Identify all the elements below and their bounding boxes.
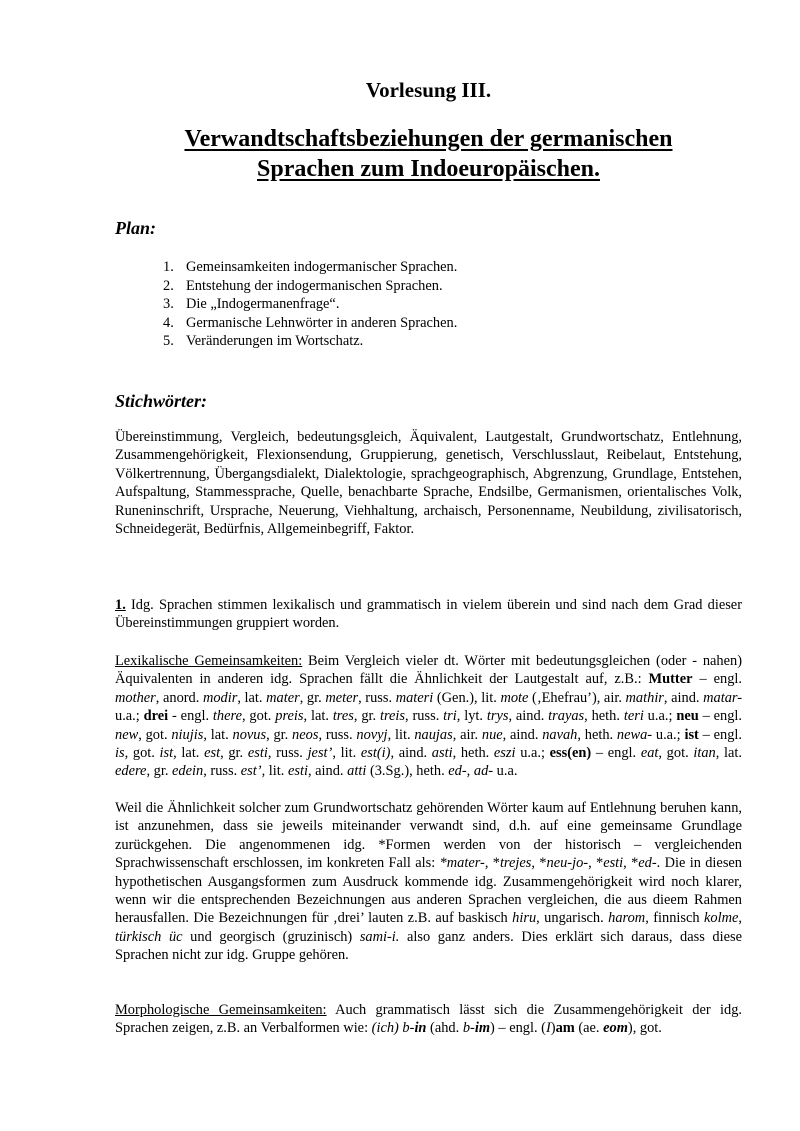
italic-term: I <box>545 1020 551 1037</box>
plan-list <box>163 258 457 351</box>
text-run: , * <box>484 855 500 872</box>
italic-term: mote <box>500 689 529 706</box>
italic-term: is <box>115 745 125 762</box>
text-run: , got. <box>658 745 694 762</box>
text-run: , air. <box>452 726 482 743</box>
italic-term: kolme <box>704 910 739 927</box>
text-run: , got. <box>241 708 276 725</box>
italic-term: est <box>204 745 221 762</box>
italic-term: sami-i. <box>359 928 400 945</box>
italic-term: novus <box>232 726 267 743</box>
italic-term: modir <box>202 689 238 706</box>
italic-term: mater <box>266 689 300 706</box>
bold-term: neu <box>676 708 699 725</box>
morphological-label: Morphologische Gemeinsamkeiten: <box>115 1002 327 1018</box>
italic-term: neos <box>292 726 319 743</box>
text-run: , gr. <box>299 689 326 706</box>
italic-term: matar- <box>703 689 742 706</box>
text-run: , lit. <box>332 745 361 762</box>
plan-item <box>163 332 457 351</box>
italic-term: preis <box>275 708 304 725</box>
text-run: , aind. <box>502 726 543 743</box>
text-run: u.a.; <box>515 745 550 762</box>
text-run: , lat. <box>303 708 333 725</box>
text-run: , lat. <box>715 745 742 762</box>
text-run: (Gen.), lit. <box>433 689 501 706</box>
italic-term: mother <box>115 689 156 706</box>
bold-italic-term: im <box>474 1020 491 1037</box>
text-run: , * <box>623 855 639 872</box>
morphological-paragraph <box>115 1001 742 1038</box>
text-run: , gr. <box>266 726 293 743</box>
italic-term: ist <box>159 745 174 762</box>
italic-term: est(i) <box>360 745 391 762</box>
section-1-intro <box>115 596 742 633</box>
italic-term: tri <box>443 708 457 725</box>
italic-term: teri <box>623 708 644 725</box>
text-run: , ungarisch. <box>536 910 609 927</box>
italic-term: nue <box>481 726 503 743</box>
text-run: , lit. <box>261 763 288 780</box>
bold-term: ess(en) <box>549 745 592 762</box>
plan-item <box>163 277 457 296</box>
section-intro-text: Idg. Sprachen stimmen lexikalisch und grammatisch in vielem überein und sind nach dem Grad dieser Übereinstimmungen gruppiert worden. <box>115 597 742 632</box>
italic-term: trejes <box>499 855 532 872</box>
italic-term: neu-jo- <box>546 855 589 872</box>
lexical-text <box>115 653 742 779</box>
bold-term: ist <box>684 726 699 743</box>
text-run: , lat. <box>237 689 267 706</box>
text-run: - engl. <box>168 708 213 725</box>
italic-term: eat <box>640 745 659 762</box>
bold-term: am <box>555 1020 575 1037</box>
text-run: – engl. <box>692 671 743 688</box>
text-run: also ganz anders. Dies erklärt sich daraus, dass diese Sprachen nicht zur idg. Gruppe gehören. <box>115 928 742 964</box>
bold-term: Mutter <box>648 671 693 688</box>
italic-term: harom <box>608 910 646 927</box>
plan-item-number: 5. <box>163 333 174 349</box>
italic-term: b- <box>462 1020 475 1037</box>
text-run: , gr. <box>353 708 380 725</box>
text-run: , lat. <box>203 726 233 743</box>
text-run: u.a.; <box>115 708 144 725</box>
explanation-paragraph <box>115 799 742 965</box>
text-run: , aind. <box>390 745 432 762</box>
italic-term: ed- <box>638 855 657 872</box>
text-run: , heth. <box>452 745 494 762</box>
lexical-paragraph <box>115 652 742 781</box>
italic-term: trayas <box>548 708 585 725</box>
text-run: , <box>466 763 474 780</box>
plan-item <box>163 314 457 333</box>
text-run: u.a.; <box>643 708 677 725</box>
italic-term: edere <box>115 763 147 780</box>
text-run: , russ. <box>203 763 241 780</box>
text-run: , heth. <box>584 708 624 725</box>
italic-term: tres <box>332 708 354 725</box>
plan-item-text: Germanische Lehnwörter in anderen Sprachen. <box>186 314 458 331</box>
text-run: , aind. <box>663 689 704 706</box>
text-run: Auch grammatisch lässt sich die Zusammengehörigkeit der idg. Sprachen zeigen, z.B. an Verbalformen wie: <box>115 1002 742 1037</box>
text-run: , russ. <box>405 708 444 725</box>
italic-term: mathir <box>625 689 664 706</box>
text-run: ) <box>550 1020 556 1037</box>
title-line-2: Sprachen zum Indoeuropäischen. <box>257 156 600 182</box>
plan-item-number: 4. <box>163 314 174 331</box>
text-run: , gr. <box>220 745 248 762</box>
section-number: 1. <box>115 597 126 613</box>
italic-term: esti <box>287 763 308 780</box>
plan-item <box>163 295 457 314</box>
italic-term: eszi <box>493 745 516 762</box>
text-run: , <box>738 910 742 927</box>
italic-term: jest’ <box>307 745 333 762</box>
text-run: (3.Sg.), heth. <box>366 763 449 780</box>
bold-term: drei <box>143 708 169 725</box>
plan-item-number: 3. <box>163 296 174 312</box>
text-run: , finnisch <box>645 910 705 927</box>
text-run: – engl. <box>698 726 742 743</box>
text-run: , lyt. <box>456 708 487 725</box>
italic-term: edein <box>172 763 204 780</box>
italic-term: niujis <box>171 726 204 743</box>
plan-item-text: Veränderungen im Wortschatz. <box>186 333 364 349</box>
document-title <box>115 124 742 184</box>
italic-term: materi <box>395 689 434 706</box>
italic-term: there <box>212 708 242 725</box>
plan-item-number: 1. <box>163 259 174 275</box>
text-run: , russ. <box>358 689 396 706</box>
text-run: , got. <box>124 745 160 762</box>
text-run: . Die in diesen hypothetischen Ausgangsformen zum Ausdruck kommende idg. Zusammengehörigkeit wird noch klarer, wenn wir die entsprechenden Bezeichnungen aus anderen Sprachen vergleichen, die aus dieem Rahmen herausfallen. Die Bezeichnungen für ‚drei’ lauten z.B. auf baskisch <box>115 855 742 927</box>
italic-term: türkisch üc <box>115 928 183 945</box>
text-run: ), got. <box>627 1020 662 1037</box>
text-run: , aind. <box>508 708 549 725</box>
italic-term: treis <box>379 708 406 725</box>
keywords-paragraph: Übereinstimmung, Vergleich, bedeutungsgleich, Äquivalent, Lautgestalt, Grundwortschatz, Entlehnung, Zusammengehörigkeit, Flexionsendung, Gruppierung, genetisch, Verschlusslaut, Reibelaut, Entstehung, Völkertrennung, Übergangsdialekt, Dialektologie, sprachgeographisch, Abgrenzung, Grundlage, Entstehen, Aufspaltung, Stammessprache, Quelle, benachbarte Sprache, Endsilbe, Germanismen, orientalisches Volk, Runeninschrift, Ursprache, Neuerung, Viehhaltung, archaisch, Personenname, Neubildung, zivilisatorisch, Schneidegerät, Bedürfnis, Allgemeinbegriff, Faktor. <box>115 429 742 538</box>
text-run: , * <box>588 855 604 872</box>
bold-italic-term: eom <box>603 1020 628 1037</box>
bold-italic-term: in <box>414 1020 427 1037</box>
text-run: , <box>307 763 312 780</box>
text-run: – engl. <box>591 745 641 762</box>
italic-term: asti <box>431 745 453 762</box>
text-run: (ahd. <box>426 1020 463 1037</box>
plan-item <box>163 258 457 277</box>
italic-term: novyj <box>356 726 388 743</box>
keywords-heading: Stichwörter: <box>115 391 208 411</box>
text-run: und georgisch (gruzinisch) <box>182 928 360 945</box>
italic-term: itan <box>693 745 716 762</box>
italic-term: trys <box>486 708 509 725</box>
lexical-label: Lexikalische Gemeinsamkeiten: <box>115 653 303 669</box>
text-run: , lit. <box>387 726 415 743</box>
italic-term: naujas <box>414 726 453 743</box>
italic-term: hiru <box>512 910 537 927</box>
text-run: – engl. <box>698 708 743 725</box>
italic-term: esti <box>247 745 268 762</box>
lecture-number: Vorlesung III. <box>365 78 492 102</box>
text-run: Weil die Ähnlichkeit solcher zum Grundwortschatz gehörenden Wörter kaum auf Entlehnung beruhen kann, ist anzunehmen, dass sie jeweils miteinander verwandt sind, d.h. auf eine gemeinsame Grundlage zurückgehen. Die angenommenen idg. *Formen werden von der historisch – vergleichenden Sprachwissenschaft erschlossen, im konkreten Fall als: <box>115 800 742 872</box>
italic-term: ed- <box>448 763 467 780</box>
italic-term: navah <box>542 726 578 743</box>
text-run: , russ. <box>267 745 308 762</box>
plan-item-text: Entstehung der indogermanischen Sprachen. <box>186 277 443 294</box>
text-run: (ae. <box>574 1020 604 1037</box>
text-run: ) – engl. ( <box>490 1020 546 1037</box>
text-run: Beim Vergleich vieler dt. Wörter mit bedeutungsgleichen (oder - nahen) Äquivalenten in anderen idg. Sprachen fällt die Ähnlichkeit der Lautgestalt auf, z.B.: <box>115 653 742 688</box>
text-run: , heth. <box>577 726 617 743</box>
text-run: , got. <box>138 726 172 743</box>
title-line-1: Verwandtschaftsbeziehungen der germanischen <box>184 126 673 152</box>
text-run: (‚Ehefrau’), air. <box>528 689 626 706</box>
text-run: , gr. <box>146 763 173 780</box>
plan-item-number: 2. <box>163 277 174 294</box>
italic-term: atti <box>347 763 367 780</box>
text-run: , anord. <box>155 689 203 706</box>
italic-term: est’ <box>240 763 262 780</box>
text-run: u.a. <box>493 763 518 780</box>
italic-term: new <box>115 726 139 743</box>
italic-term: (ich) b- <box>371 1020 415 1037</box>
italic-term: ad- <box>473 763 494 780</box>
plan-item-text: Gemeinsamkeiten indogermanischer Sprachen. <box>186 259 458 275</box>
text-run: aind. <box>311 763 348 780</box>
italic-term: *mater- <box>439 855 485 872</box>
italic-term: esti <box>603 855 624 872</box>
text-run: u.a.; <box>652 726 685 743</box>
italic-term: newa- <box>616 726 653 743</box>
plan-heading: Plan: <box>115 218 157 238</box>
text-run: , lat. <box>173 745 205 762</box>
plan-item-text: Die „Indogermanenfrage“. <box>186 296 340 312</box>
text-run: , russ. <box>318 726 357 743</box>
text-run: , * <box>531 855 547 872</box>
italic-term: meter <box>325 689 359 706</box>
